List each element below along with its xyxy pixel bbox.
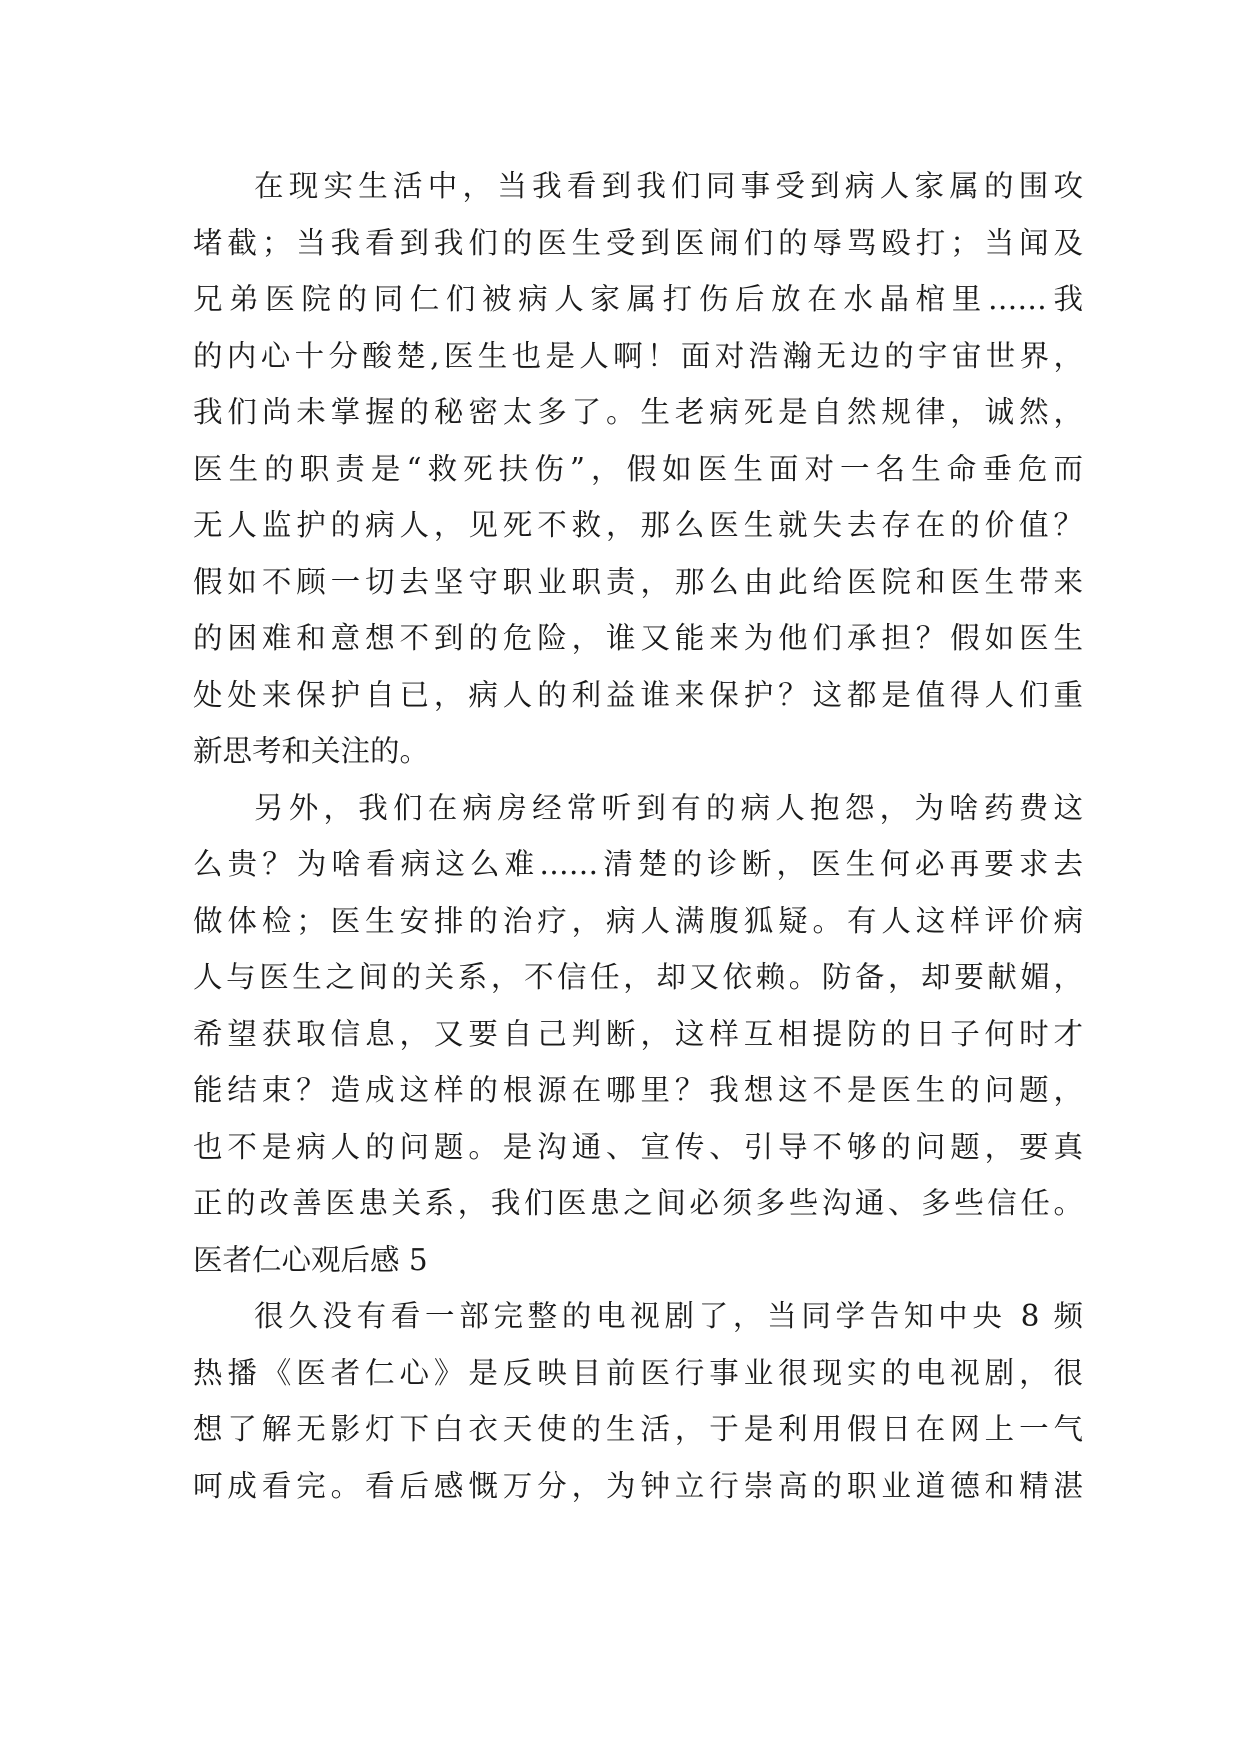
text-line: 我们尚未掌握的秘密太多了。生老病死是自然规律，诚然， bbox=[193, 395, 1083, 429]
text-line: 呵成看完。看后感慨万分，为钟立行崇高的职业道德和精湛 bbox=[193, 1468, 1083, 1503]
text-line: 无人监护的病人，见死不救，那么医生就失去存在的价值？ bbox=[193, 508, 1083, 542]
text-line: 能结束？造成这样的根源在哪里？我想这不是医生的问题， bbox=[193, 1073, 1083, 1107]
text-line: 兄弟医院的同仁们被病人家属打伤后放在水晶棺里……我 bbox=[193, 282, 1083, 316]
text-line: 想了解无影灯下白衣天使的生活，于是利用假日在网上一气 bbox=[193, 1412, 1083, 1446]
text-line: 也不是病人的问题。是沟通、宣传、引导不够的问题，要真 bbox=[193, 1129, 1083, 1164]
text-line: 新思考和关注的。 bbox=[193, 734, 430, 768]
text-line: 处处来保护自已，病人的利益谁来保护？这都是值得人们重 bbox=[193, 677, 1083, 712]
text-line: 假如不顾一切去坚守职业职责，那么由此给医院和医生带来 bbox=[193, 564, 1083, 599]
text-line: 在现实生活中，当我看到我们同事受到病人家属的围攻 bbox=[254, 169, 1083, 203]
document-body bbox=[193, 158, 1083, 1514]
text-line: 医者仁心观后感 5 bbox=[193, 1242, 428, 1277]
text-line: 堵截；当我看到我们的医生受到医闹们的辱骂殴打；当闻及 bbox=[193, 225, 1083, 260]
text-line: 的内心十分酸楚,医生也是人啊！面对浩瀚无边的宇宙世界， bbox=[193, 338, 1083, 373]
text-line: 人与医生之间的关系，不信任，却又依赖。防备，却要献媚， bbox=[193, 960, 1083, 994]
text-line: 热播《医者仁心》是反映目前医行事业很现实的电视剧，很 bbox=[193, 1355, 1083, 1390]
text-line: 的困难和意想不到的危险，谁又能来为他们承担？假如医生 bbox=[193, 621, 1083, 655]
text-line: 么贵？为啥看病这么难……清楚的诊断，医生何必再要求去 bbox=[193, 847, 1083, 881]
text-line: 希望获取信息，又要自己判断，这样互相提防的日子何时才 bbox=[193, 1016, 1083, 1051]
text-line: 另外，我们在病房经常听到有的病人抱怨，为啥药费这 bbox=[254, 790, 1083, 825]
text-line: 医生的职责是“救死扶伤”，假如医生面对一名生命垂危而 bbox=[193, 451, 1083, 486]
text-line: 做体检；医生安排的治疗，病人满腹狐疑。有人这样评价病 bbox=[193, 903, 1083, 938]
text-line: 很久没有看一部完整的电视剧了，当同学告知中央 8 频 bbox=[254, 1299, 1083, 1333]
text-line: 正的改善医患关系，我们医患之间必须多些沟通、多些信任。 bbox=[193, 1186, 1083, 1220]
